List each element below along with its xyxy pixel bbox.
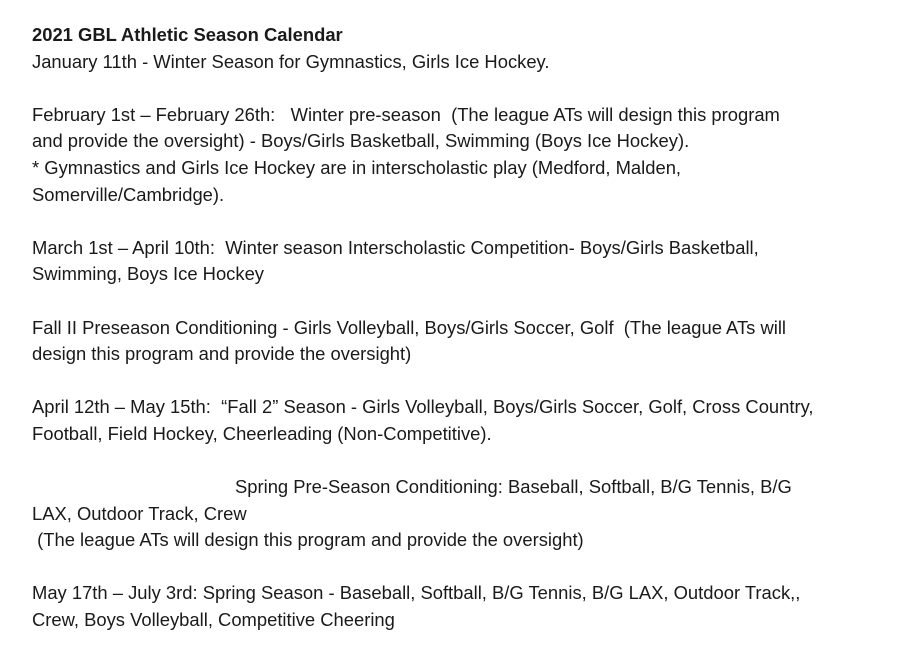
text-line-fall2-season-2: Football, Field Hockey, Cheerleading (Non-Competitive). — [32, 422, 492, 444]
text-line-spring-season-2: Crew, Boys Volleyball, Competitive Cheering — [32, 609, 395, 631]
paragraph-gap — [32, 288, 904, 315]
text-line-spring-preseason-2: LAX, Outdoor Track, Crew — [32, 502, 247, 524]
document-body — [32, 22, 904, 634]
text-line-winter-preseason-2: and provide the oversight) - Boys/Girls Basketball, Swimming (Boys Ice Hockey). — [32, 130, 690, 152]
text-line-interscholastic-note-1: * Gymnastics and Girls Ice Hockey are in interscholastic play (Medford, Malden, — [32, 156, 682, 178]
text-line-spring-season-1: May 17th – July 3rd: Spring Season - Baseball, Softball, B/G Tennis, B/G LAX, Outdoor Track,, — [32, 582, 801, 604]
paragraph-gap — [32, 368, 904, 395]
text-line-fall2-season-1: April 12th – May 15th: “Fall 2” Season - Girls Volleyball, Boys/Girls Soccer, Golf, Cross Country, — [32, 396, 814, 418]
text-line-fall2-preseason-1: Fall II Preseason Conditioning - Girls Volleyball, Boys/Girls Soccer, Golf (The league ATs will — [32, 316, 786, 338]
text-line-spring-preseason-3: (The league ATs will design this program and provide the oversight) — [32, 529, 584, 551]
text-line-winter-competition-2: Swimming, Boys Ice Hockey — [32, 263, 264, 285]
text-line-interscholastic-note-2: Somerville/Cambridge). — [32, 183, 225, 205]
document-title: 2021 GBL Athletic Season Calendar — [32, 24, 343, 45]
paragraph-gap — [32, 75, 904, 102]
text-line-winter-competition-1: March 1st – April 10th: Winter season Interscholastic Competition- Boys/Girls Basketball, — [32, 236, 759, 258]
text-line-winter-season: January 11th - Winter Season for Gymnastics, Girls Ice Hockey. — [32, 50, 550, 72]
text-line-spring-preseason-1: Spring Pre-Season Conditioning: Baseball, Softball, B/G Tennis, B/G — [235, 476, 792, 498]
text-line-fall2-preseason-2: design this program and provide the oversight) — [32, 343, 412, 365]
paragraph-gap — [32, 554, 904, 581]
paragraph-gap — [32, 448, 904, 475]
paragraph-gap — [32, 208, 904, 235]
text-line-winter-preseason-1: February 1st – February 26th: Winter pre-season (The league ATs will design this program — [32, 103, 780, 125]
